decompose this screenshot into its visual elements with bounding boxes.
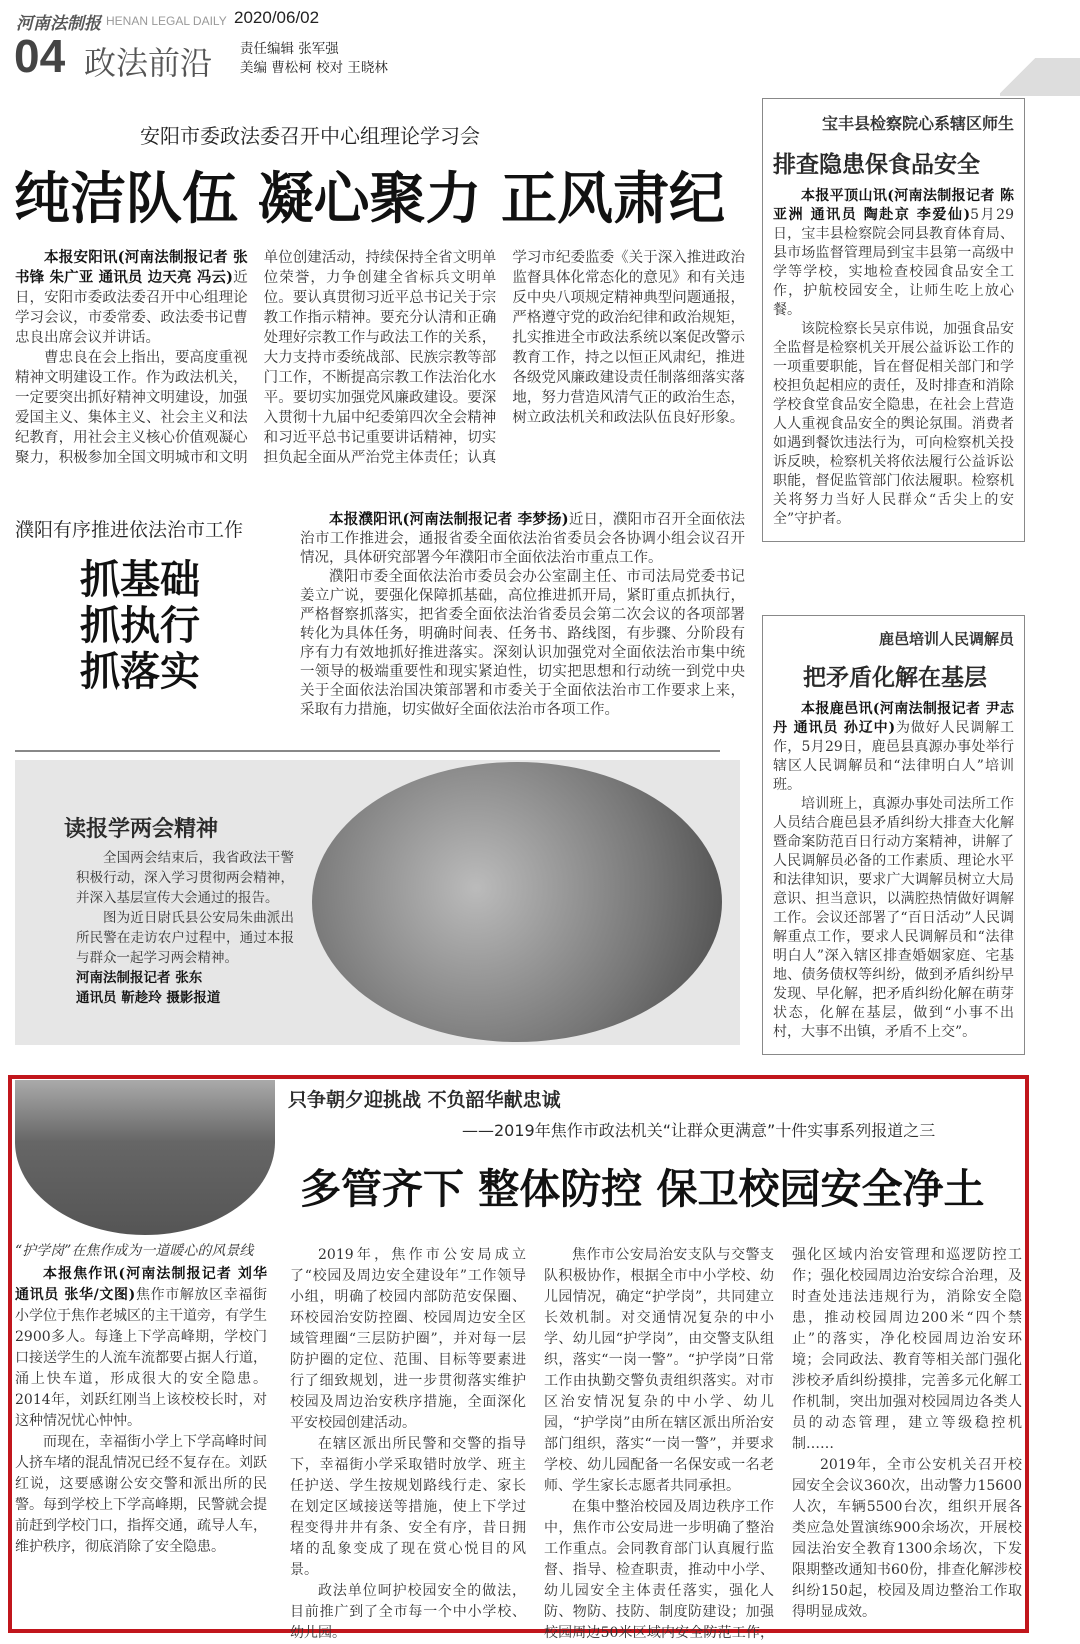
editor-line-1: 责任编辑 张军强 [240, 41, 339, 57]
sidebar2-paragraph: 为做好人民调解工作，5月29日，鹿邑县真源办事处举行辖区人民调解员和“法律明白人”培训班。 [773, 720, 1015, 793]
article3-paragraph: 全国两会结束后，我省政法干警积极行动，深入学习贯彻两会精神，并深入基层宣传大会通过的报告。 [76, 850, 294, 906]
article1-headline: 纯洁队伍 凝心聚力 正风肃纪 [14, 166, 725, 232]
feature-paragraph: 焦作市解放区幸福街小学位于焦作老城区的主干道旁，有学生2900多人。每逢上下学高峰期，学校门口接送学生的人流车流都要占据人行道，涌上快车道，形成很大的安全隐患。2014年，刘跃红刚当上该校校长时，对这种情况忧心忡忡。 [15, 1287, 267, 1429]
feature-subtitle: ——2019年焦作市政法机关“让群众更满意”十件实事系列报道之三 [462, 1121, 936, 1140]
feature-headline: 多管齐下 整体防控 保卫校园安全净土 [300, 1165, 985, 1213]
sidebar2-paragraph: 培训班上，真源办事处司法所工作人员结合鹿邑县矛盾纠纷大排查大化解暨命案防范百日行动方案精神，讲解了人民调解员必备的工作素质、理论水平和法律知识，要求广大调解员树立大局意识、担当意识，以满腔热情做好调解工作。会议还部署了“百日活动”人民调解重点工作，要求人民调解员和“法律明白人”深入辖区排查婚姻家庭、宅基地、债务债权等纠纷，做到矛盾纠纷早发现、早化解，把矛盾纠纷化解在萌芽状态，化解在基层，做到“小事不出村，大事不出镇，矛盾不上交”。 [773, 796, 1014, 1040]
article3-body [76, 848, 294, 1008]
article1-byline: 本报安阳讯(河南法制报记者 张书锋 朱广亚 通讯员 边天亮 冯云) [15, 249, 248, 286]
sidebar2-kicker: 鹿邑培训人民调解员 [878, 630, 1014, 648]
slogan: 抓执行 [80, 602, 200, 649]
slogan: 抓落实 [80, 648, 200, 695]
article2-paragraph: 近日，濮阳市召开全面依法治市工作推进会，通报省委全面依法治省委员会各协调小组会议召开情况，具体研究部署今年濮阳市全面依法治市重点工作。 [300, 512, 745, 566]
corner-decoration [1000, 58, 1080, 96]
feature-paragraph: 焦作市公安局治安支队与交警支队积极协作，根据全市中小学校、幼儿园情况，确定“护学岗”，共同建立长效机制。对交通情况复杂的中小学、幼儿园“护学岗”，由交警支队组织，落实“一岗一警”。“护学岗”日常工作由执勤交警负责组织落实。对市区治安情况复杂的中小学、幼儿园，“护学岗”由所在辖区派出所治安部门组织，落实“一岗一警”，并要求学校、幼儿园配备一名保安或一名老师、学生家长志愿者共同承担。 [544, 1247, 774, 1494]
newspaper-english-name: HENAN LEGAL DAILY [106, 14, 227, 28]
article3-title: 读报学两会精神 [64, 817, 219, 842]
sidebar1-kicker: 宝丰县检察院心系辖区师生 [821, 114, 1014, 133]
sidebar2-byline: 本报鹿邑讯(河南法制报记者 尹志丹 通讯员 孙辽中) [773, 701, 1014, 736]
sidebar2-box [762, 615, 1025, 1055]
feature-paragraph: 而现在，幸福街小学上下学高峰时间人挤车堵的混乱情况已经不复存在。刘跃红说，这要感谢公安交警和派出所的民警。每到学校上下学高峰期，民警就会提前赶到学校门口，指挥交通，疏导人车，维护秩序，彻底消除了安全隐患。 [15, 1434, 267, 1555]
editor-credits [240, 40, 388, 78]
sidebar1-body [773, 187, 1014, 529]
feature-paragraph: 在集中整治校园及周边秩序工作中，焦作市公安局进一步明确了整治工作重点。会同教育部门认真履行监督、指导、检查职责，推动中小学、幼儿园安全主体责任落实，强化人防、物防、技防、制度防建设；加强校园周边50米区域内安全防范工作，强化区域内治安管理和巡逻防控工作；强化校园周边治安综合治理，及时查处违法违规行为，消除安全隐患，推动校园周边200米“四个禁止”的落实，净化校园周边治安环境；会同政法、教育等相关部门强化涉校矛盾纠纷摸排，完善多元化解工作机制，突出加强对校园周边各类人员的动态管理，建立等级稳控机制…… [544, 1247, 1022, 1641]
article2-byline: 本报濮阳讯(河南法制报记者 李梦扬) [329, 511, 569, 528]
feature-byline: 本报焦作讯(河南法制报记者 刘华 通讯员 张华/文图) [15, 1266, 267, 1303]
feature-paragraph: 政法单位呵护校园安全的做法，目前推广到了全市每一个中小学校、幼儿园。 [290, 1583, 526, 1641]
sidebar1-paragraph: 5月29日，宝丰县检察院会同县教育体育局、县市场监督管理局到宝丰县第一高级中学等学校，实地检查校园食品安全工作，护航校园安全，让师生吃上放心餐。 [773, 207, 1014, 318]
section-title: 政法前沿 [84, 44, 213, 82]
sidebar2-body [773, 700, 1014, 1042]
article3-credit: 通讯员 靳趁玲 摄影报道 [76, 990, 221, 1006]
article2-paragraph: 濮阳市委全面依法治市委员会办公室副主任、市司法局党委书记姜立广说，要强化保障抓基础，高位推进抓开局，紧盯重点抓执行，严格督察抓落实，把省委全面依法治省委员会第二次会议的各项部署转化为具体任务，明确时间表、任务书、路线图，有步骤、分阶段有序有力有效地抓好推进落实。深刻认识加强党对全面依法治市集中统一领导的极端重要性和现实紧迫性，切实把思想和行动统一到党中央关于全面依法治国决策部署和市委关于全面依法治市工作要求上来，采取有力措施，切实做好全面依法治市各项工作。 [300, 569, 745, 718]
article1-paragraph: 近日，安阳市委政法委召开中心组理论学习会议，市委常委、政法委书记曹忠良出席会议并讲话。 [15, 270, 248, 346]
article1-paragraph: 曹忠良在会上指出，要高度重视精神文明建设工作。作为政法机关，一定要突出抓好精神文明建设，加强爱国主义、集体主义、社会主义和法纪教育，用社会主义核心价值观凝心聚力，积极参加全国文明城市和文明单位创建活动，持续保持全省文明单位荣誉，力争创建全省标兵文明单位。要认真贯彻习近平总书记关于宗教工作指示精神。要充分认清和正确处理好宗教工作与政法工作的关系，大力支持市委统战部、民族宗教等部门工作，不断提高宗教工作法治化水平。要切实加强党风廉政建设。要深入贯彻十九届中纪委第四次全会精神和习近平总书记重要讲话精神，切实担负起全面从严治党主体责任；认真学习市纪委监委《关于深入推进政治监督具体化常态化的意见》和有关违反中央八项规定精神典型问题通报，严格遵守党的政治纪律和政治规矩，扎实推进全市政法系统以案促改警示教育工作，持之以恒正风肃纪，推进各级党风廉政建设责任制落细落实落地，努力营造风清气正的政治生态，树立政法机关和政法队伍良好形象。 [15, 250, 745, 466]
feature-paragraph: 2019年，全市公安机关召开校园安全会议360次，出动警力15600人次，车辆5500台次，组织开展各类应急处置演练900余场次，开展校园法治安全教育1300余场次，下发限期整改通知书60份，排查化解涉校纠纷150起，校园及周边整治工作取得明显成效。 [792, 1457, 1022, 1620]
sidebar1-paragraph: 该院检察长吴京伟说，加强食品安全监督是检察机关开展公益诉讼工作的一项重要职能，旨在督促相关部门和学校担负起相应的责任，及时排查和消除学校食堂食品安全隐患，在社会上营造人人重视食品安全的舆论氛围。消费者如遇到餐饮违法行为，可向检察机关投诉反映，检察机关将依法履行公益诉讼职能，督促监管部门依法履职。检察机关将努力当好人民群众“舌尖上的安全”守护者。 [773, 321, 1014, 527]
article3-paragraph: 图为近日尉氏县公安局朱曲派出所民警在走访农户过程中，通过本报与群众一起学习两会精神。 [76, 910, 294, 966]
article2-body [300, 510, 745, 720]
photo-caption: “护学岗”在焦作成为一道暖心的风景线 [15, 1243, 254, 1259]
feature-body-col2 [290, 1245, 526, 1644]
article1-body [15, 248, 745, 468]
page-number: 04 [14, 30, 66, 82]
newspaper-logo: 河南法制报 [16, 14, 101, 34]
article2-kicker: 濮阳有序推进依法治市工作 [15, 519, 244, 541]
feature-kicker: 只争朝夕迎挑战 不负韶华献忠诚 [288, 1089, 561, 1111]
feature-body-col3-4 [544, 1245, 1022, 1644]
editor-line-2: 美编 曹松柯 校对 王晓林 [240, 60, 388, 76]
feature-paragraph: 2019年，焦作市公安局成立了“校园及周边安全建设年”工作领导小组，明确了校园内部防范安保圈、环校园治安防控圈、校园周边安全区域管理圈“三层防护圈”，并对每一层防护圈的定位、范围、目标等要素进行了细致规划，进一步贯彻落实维护校园及周边治安秩序措施，全面深化平安校园创建活动。 [290, 1247, 526, 1431]
article2-slogans [80, 557, 200, 695]
issue-date: 2020/06/02 [234, 8, 320, 27]
article3-credit: 河南法制报记者 张东 [76, 970, 203, 986]
sidebar1-box [762, 98, 1025, 542]
sidebar2-headline: 把矛盾化解在基层 [803, 665, 987, 691]
feature-paragraph: 在辖区派出所民警和交警的指导下，幸福街小学采取错时放学、班主任护送、学生按规划路线行走、家长在划定区域接送等措施，使上下学过程变得井井有条、安全有序，昔日拥堵的乱象变成了现在赏心悦目的风景。 [290, 1436, 526, 1578]
sidebar1-byline: 本报平顶山讯(河南法制报记者 陈亚洲 通讯员 陶赴京 李爱仙) [773, 188, 1014, 223]
photo-reading-newspaper [312, 762, 722, 1042]
feature-body-col1 [15, 1264, 267, 1558]
slogan: 抓基础 [80, 556, 200, 603]
article1-kicker: 安阳市委政法委召开中心组理论学习会 [140, 124, 480, 148]
sidebar1-headline: 排查隐患保食品安全 [773, 152, 980, 178]
divider [15, 750, 720, 752]
